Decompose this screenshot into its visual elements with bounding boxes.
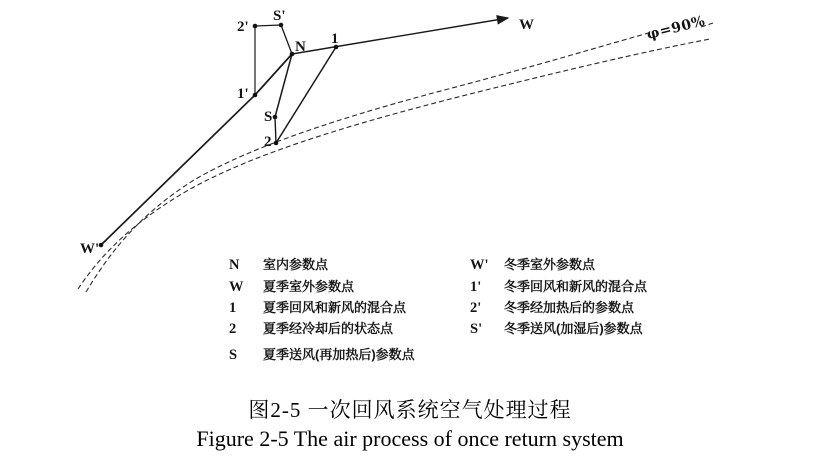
point-2prime-label: 2'	[237, 19, 249, 35]
legend-symbol: S'	[470, 321, 483, 337]
legend-item	[229, 344, 415, 364]
legend-symbol: S	[229, 347, 238, 363]
line-n-1-w-arrow	[292, 18, 508, 54]
legend-symbol: W'	[470, 257, 489, 273]
saturation-curve	[78, 39, 710, 289]
legend-symbol: W	[229, 279, 244, 295]
point-sprime-label: S'	[273, 8, 286, 24]
point-1-label: 1	[331, 31, 339, 47]
point-2-dot	[274, 141, 279, 146]
legend-item	[470, 318, 643, 338]
legend-symbol: 2'	[470, 300, 482, 316]
point-w-label: W	[519, 17, 534, 33]
legend-desc: 冬季室外参数点	[504, 257, 596, 272]
figure-caption-english: Figure 2-5 The air process of once return system	[196, 426, 624, 451]
legend-item	[229, 254, 328, 274]
legend-item	[470, 254, 595, 274]
point-s-label: S	[264, 109, 273, 125]
legend-item	[229, 276, 354, 296]
legend-desc: 夏季经冷却后的状态点	[263, 321, 394, 336]
figure-caption-chinese: 图2-5 一次回风系统空气处理过程	[248, 398, 572, 422]
phi-90-label: φ=90%	[645, 13, 707, 44]
line-sprime-n	[281, 25, 292, 54]
legend-desc: 冬季经加热后的参数点	[504, 300, 635, 315]
line-2prime-sprime	[255, 25, 281, 26]
point-1prime-dot	[253, 93, 258, 98]
legend-symbol: N	[229, 257, 240, 273]
point-1prime-label: 1'	[237, 86, 249, 102]
legend-desc: 冬季回风和新风的混合点	[504, 279, 648, 294]
point-2-label: 2	[264, 134, 272, 150]
point-wprime-label: W'	[80, 241, 100, 257]
point-2prime-dot	[253, 24, 258, 29]
legend-item	[470, 297, 634, 317]
legend-item	[229, 318, 393, 338]
point-n-label: N	[295, 39, 306, 55]
point-n-dot	[290, 52, 295, 57]
legend-desc: 室内参数点	[263, 257, 329, 272]
legend-desc: 夏季送风(再加热后)参数点	[263, 347, 415, 362]
point-wprime-dot	[99, 243, 104, 248]
legend-desc: 冬季送风(加湿后)参数点	[504, 321, 643, 336]
point-s-dot	[273, 115, 278, 120]
line-2-s	[275, 117, 276, 143]
legend-item	[470, 276, 647, 296]
legend-symbol: 1	[229, 300, 237, 316]
legend-symbol: 1'	[470, 279, 482, 295]
legend-symbol: 2	[229, 321, 237, 337]
phi-90-curve	[86, 32, 652, 292]
legend-desc: 夏季回风和新风的混合点	[263, 300, 407, 315]
legend-item	[229, 297, 406, 317]
legend-desc: 夏季室外参数点	[263, 279, 355, 294]
